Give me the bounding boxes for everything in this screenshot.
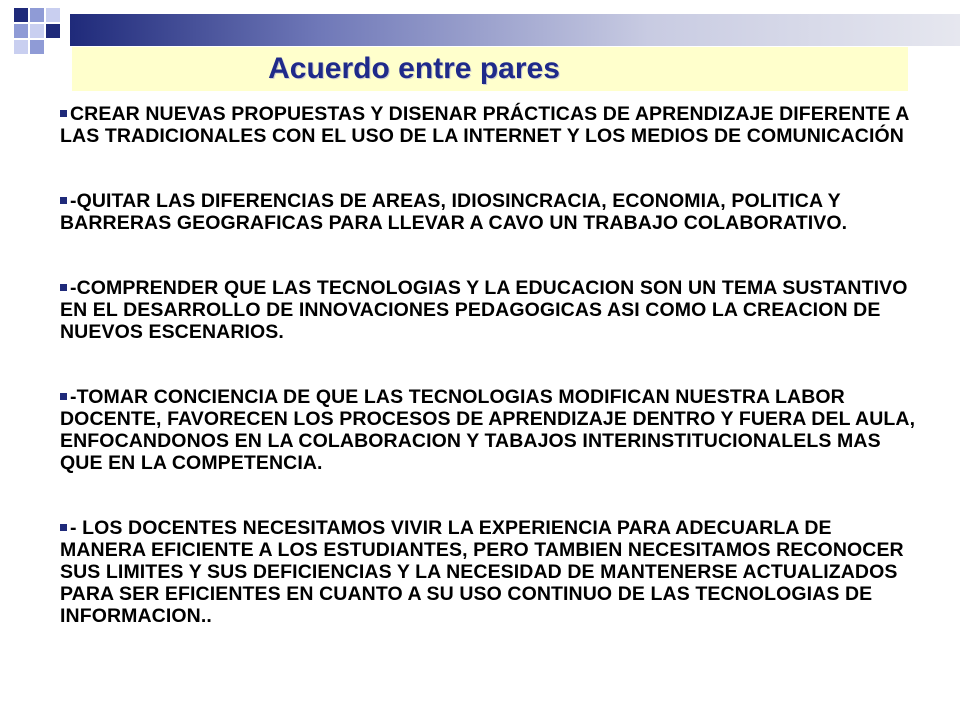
header-gradient-bar [70, 14, 960, 46]
bullet-item-2 [60, 190, 920, 234]
decor-square-3 [46, 8, 60, 22]
decor-square-7 [14, 40, 28, 54]
bullet-text-3: -COMPRENDER QUE LAS TECNOLOGIAS Y LA EDUCACION SON UN TEMA SUSTANTIVO EN EL DESARROLLO DE INNOVACIONES PEDAGOGICAS ASI COMO LA CREACION DE NUEVOS ESCENARIOS. [60, 277, 908, 343]
bullet-item-1 [60, 103, 920, 147]
bullet-item-5 [60, 517, 920, 627]
square-bullet-icon [60, 393, 67, 400]
bullet-item-3 [60, 277, 920, 343]
bullet-text-5: - LOS DOCENTES NECESITAMOS VIVIR LA EXPERIENCIA PARA ADECUARLA DE MANERA EFICIENTE A LOS ESTUDIANTES, PERO TAMBIEN NECESITAMOS RECONOCER SUS LIMITES Y SUS DEFICIENCIAS Y LA NECESIDAD DE MANTENERSE ACTUALIZADOS PARA SER EFICIENTES EN CUANTO A SU USO CONTINUO DE LAS TECNOLOGIAS DE INFORMACION.. [60, 517, 904, 627]
square-bullet-icon [60, 110, 67, 117]
decor-square-5 [30, 24, 44, 38]
decor-square-8 [30, 40, 44, 54]
bullet-text-4: -TOMAR CONCIENCIA DE QUE LAS TECNOLOGIAS MODIFICAN NUESTRA LABOR DOCENTE, FAVORECEN LOS PROCESOS DE APRENDIZAJE DENTRO Y FUERA DEL AULA, ENFOCANDONOS EN LA COLABORACION Y TABAJOS INTERINSTITUCIONALELS MAS QUE EN LA COMPETENCIA. [60, 386, 916, 474]
bullet-item-4 [60, 386, 920, 474]
decor-square-6 [46, 24, 60, 38]
slide-title: Acuerdo entre pares [268, 52, 560, 85]
decor-square-4 [14, 24, 28, 38]
square-bullet-icon [60, 197, 67, 204]
bullet-text-1: CREAR NUEVAS PROPUESTAS Y DISENAR PRÁCTICAS DE APRENDIZAJE DIFERENTE A LAS TRADICIONALES CON EL USO DE LA INTERNET Y LOS MEDIOS DE COMUNICACIÓN [60, 103, 909, 147]
decor-square-2 [30, 8, 44, 22]
square-bullet-icon [60, 284, 67, 291]
bullet-list [60, 103, 920, 627]
bullet-text-2: -QUITAR LAS DIFERENCIAS DE AREAS, IDIOSINCRACIA, ECONOMIA, POLITICA Y BARRERAS GEOGRAFICAS PARA LLEVAR A CAVO UN TRABAJO COLABORATIVO. [60, 190, 848, 234]
decor-square-1 [14, 8, 28, 22]
square-bullet-icon [60, 524, 67, 531]
